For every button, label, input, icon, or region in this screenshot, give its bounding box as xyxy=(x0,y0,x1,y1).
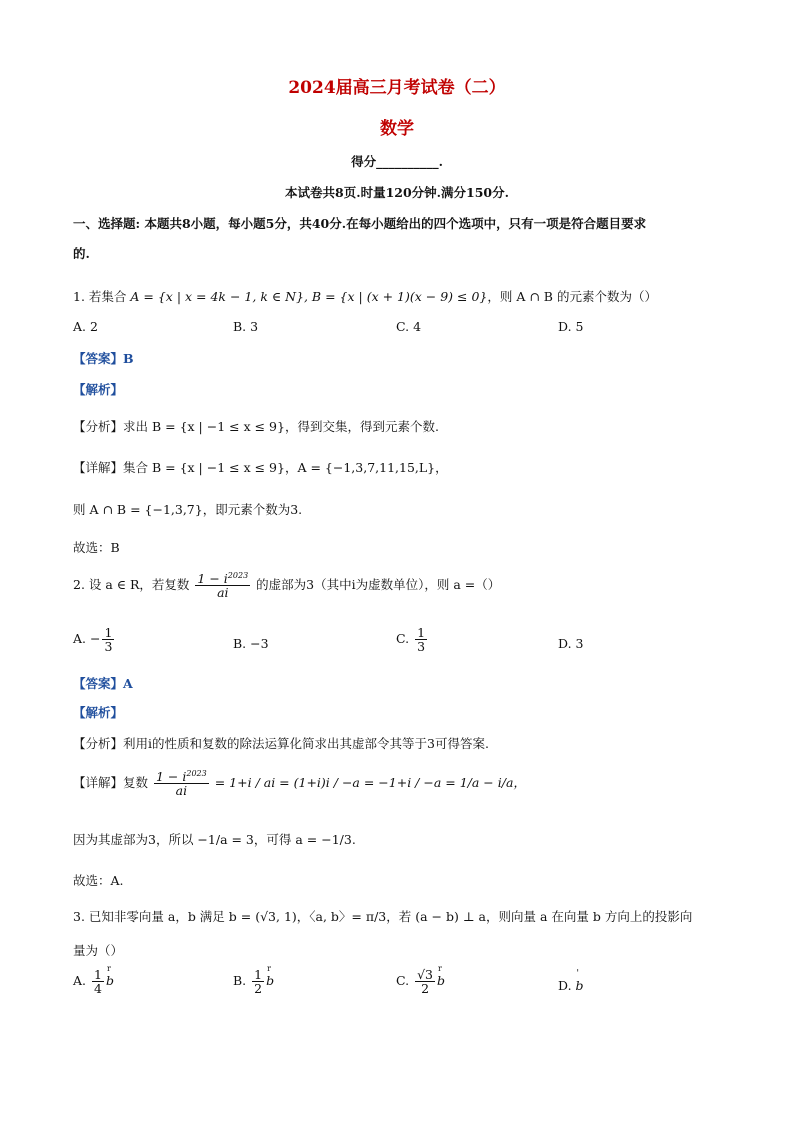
q2-detail-frac xyxy=(154,770,209,797)
q1-detail-2: 则 A ∩ B = {−1,3,7}，即元素个数为3. xyxy=(73,502,303,517)
q2-detail-frac-exp: 2023 xyxy=(186,769,207,778)
q2-c-num: 1 xyxy=(417,625,426,640)
q2-a-den: 3 xyxy=(104,639,113,655)
q3-option-a xyxy=(73,968,114,995)
q3-a-den: 4 xyxy=(94,981,102,997)
q2-jiexi: 【解析】 xyxy=(73,705,124,720)
q2-option-c-label: C. xyxy=(396,631,410,647)
question-3-stem-cont: 量为（） xyxy=(73,943,124,958)
q1-option-c: C. 4 xyxy=(396,319,422,334)
q1-detail: 【详解】集合 B = {x | −1 ≤ x ≤ 9}，A = {−1,3,7,11,15,L}， xyxy=(73,460,448,475)
q3-option-a-label: A. xyxy=(73,973,87,989)
section-heading: 一、选择题: 本题共8小题，每小题5分，共40分.在每小题给出的四个选项中，只有一项是符合题目要求 xyxy=(73,216,647,231)
q1-choose: 故选：B xyxy=(73,540,120,555)
q2-option-c-frac xyxy=(415,626,427,653)
q1-answer xyxy=(73,349,134,367)
q2-answer: 【答案】A xyxy=(73,676,133,691)
q2-option-c xyxy=(396,626,429,653)
subject-title: 数学 xyxy=(380,119,414,139)
question-3-stem: 3. 已知非零向量 a，b 满足 b = (√3, 1)，〈a, b〉= π/3，若 (a − b) ⊥ a，则向量 a 在向量 b 方向上的投影向 xyxy=(73,909,693,924)
q2-line-2: 因为其虚部为3，所以 −1/a = 3，可得 a = −1/3. xyxy=(73,832,356,847)
q1-option-d: D. 5 xyxy=(558,319,584,334)
q2-detail xyxy=(73,770,526,797)
q2-c-den: 3 xyxy=(417,639,426,655)
exam-info: 本试卷共8页.时量120分钟.满分150分. xyxy=(285,185,509,200)
q3-c-num: √3 xyxy=(417,967,433,982)
q2-option-b: B. −3 xyxy=(233,636,269,651)
q2-option-a xyxy=(73,626,116,653)
exam-title: 2024届高三月考试卷（二） xyxy=(288,78,506,98)
q2-fraction xyxy=(195,572,250,599)
q3-option-d xyxy=(558,978,584,993)
q2-frac-den: ai xyxy=(217,585,229,601)
section-heading-cont: 的. xyxy=(73,246,90,261)
q2-frac-exp: 2023 xyxy=(227,571,249,580)
q2-suffix: 的虚部为3（其中i为虚数单位），则 a =（） xyxy=(256,577,501,593)
q3-option-c xyxy=(396,968,445,995)
score-line: 得分__________. xyxy=(351,154,443,169)
q2-detail-eq: = 1+i / ai = (1+i)i / −a = −1+i / −a = 1/a − i/a， xyxy=(214,775,526,791)
q1-jiexi: 【解析】 xyxy=(73,382,124,397)
q1-answer-text: 【答案】B xyxy=(73,351,134,366)
q2-choose: 故选：A. xyxy=(73,873,124,888)
q3-option-b-frac xyxy=(252,968,264,995)
q1-prefix: 1. 若集合 xyxy=(73,289,127,304)
q3-b-den: 2 xyxy=(254,981,263,997)
q2-option-a-label: A. xyxy=(73,631,87,647)
q2-option-d: D. 3 xyxy=(558,636,584,651)
q3-c-den: 2 xyxy=(421,981,430,997)
q3-option-b-label: B. xyxy=(233,973,247,989)
q2-detail-frac-den: ai xyxy=(175,783,188,799)
q2-analysis: 【分析】利用i的性质和复数的除法运算化简求出其虚部令其等于3可得答案. xyxy=(73,736,489,751)
q3-b-vec: r b xyxy=(266,973,274,988)
q3-option-b xyxy=(233,968,274,995)
q3-a-num: 1 xyxy=(94,967,102,982)
q2-option-a-frac xyxy=(102,626,114,653)
question-1-stem xyxy=(73,287,657,305)
q3-option-c-frac xyxy=(415,968,435,995)
q1-option-b: B. 3 xyxy=(233,319,259,334)
q2-a-num: 1 xyxy=(104,625,113,640)
q1-set-b: , B = {x | (x + 1)(x − 9) ≤ 0} xyxy=(303,289,488,304)
q2-prefix: 2. 设 a ∈ R，若复数 xyxy=(73,577,190,593)
q2-detail-frac-num: 1 − i xyxy=(156,769,187,785)
q1-analysis: 【分析】求出 B = {x | −1 ≤ x ≤ 9}，得到交集，得到元素个数. xyxy=(73,419,439,434)
q3-option-c-label: C. xyxy=(396,973,410,989)
q1-option-a: A. 2 xyxy=(73,319,98,334)
q3-option-d-label: D. xyxy=(558,978,572,993)
question-2-stem xyxy=(73,572,500,599)
q2-detail-prefix: 【详解】复数 xyxy=(73,775,149,791)
q3-d-vec: ' b xyxy=(576,978,584,993)
q1-suffix: ，则 A ∩ B 的元素个数为（） xyxy=(487,289,657,304)
q2-option-a-sign: − xyxy=(90,631,101,647)
q3-c-vec: r b xyxy=(437,973,445,988)
q3-option-a-frac xyxy=(92,968,104,995)
q1-set-a: A = {x | x = 4k − 1, k ∈ N} xyxy=(130,289,304,304)
q3-a-vec: r b xyxy=(106,973,114,988)
q2-frac-num: 1 − i xyxy=(197,571,228,587)
q3-b-num: 1 xyxy=(254,967,263,982)
